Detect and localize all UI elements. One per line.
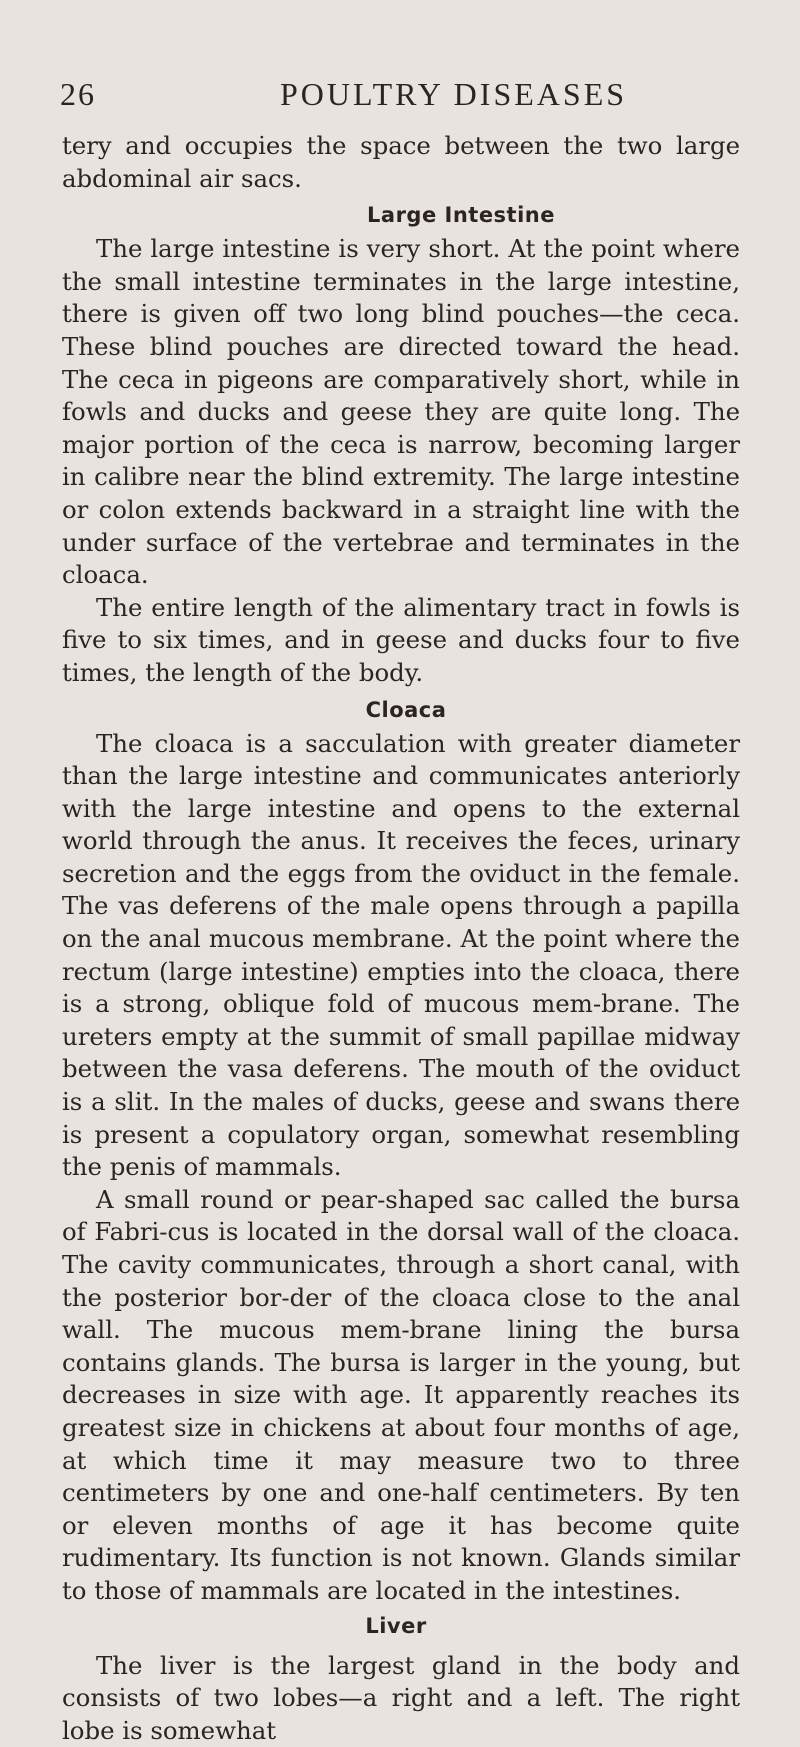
page-number: 26 [60, 76, 96, 112]
paragraph-large-intestine: The large intestine is very short. At the point where the small intestine terminates in the large intestine, there is given off two long blind pouches—the ceca. These blind pouches are directed toward the head. The ceca in pigeons are comparatively short, while in fowls and ducks and geese they are quite long. The major portion of the ceca is narrow, becoming larger in calibre near the blind extremity. The large intestine or colon extends backward in a straight line with the under surface of the vertebrae and terminates in the cloaca. [62, 234, 740, 590]
body-text [62, 130, 740, 1747]
heading-liver: Liver [365, 1613, 427, 1638]
paragraph-bursa: A small round or pear-shaped sac called the bursa of Fabri-cus is located in the dorsal wall of the cloaca. The cavity communicates, through a short canal, with the posterior bor-der of the cloaca close to the anal wall. The mucous mem-brane lining the bursa contains glands. The bursa is larger in the young, but decreases in size with age. It apparently reaches its greatest size in chickens at about four months of age, at which time it may measure two to three centimeters by one and one-half centimeters. By ten or eleven months of age it has become quite rudimentary. Its function is not known. Glands similar to those of mammals are located in the intestines. [62, 1184, 740, 1605]
paragraph-alimentary-length: The entire length of the alimentary tract in fowls is five to six times, and in geese and ducks four to five times, the length of the body. [62, 592, 740, 687]
running-title: POULTRY DISEASES [280, 76, 628, 112]
heading-large-intestine: Large Intestine [367, 203, 555, 228]
paragraph-cloaca: The cloaca is a sacculation with greater diameter than the large intestine and communicates anteriorly with the large intestine and opens to the external world through the anus. It receives the feces, urinary secretion and the eggs from the oviduct in the female. The vas deferens of the male opens through a papilla on the anal mucous membrane. At the point where the rectum (large intestine) empties into the cloaca, there is a strong, oblique fold of mucous mem-brane. The ureters empty at the summit of small papillae midway between the vasa deferens. The mouth of the oviduct is a slit. In the males of ducks, geese and swans there is present a copulatory organ, somewhat resembling the penis of mammals. [62, 728, 740, 1182]
paragraph-continued: tery and occupies the space between the two large abdominal air sacs. [62, 131, 740, 193]
heading-cloaca: Cloaca [365, 697, 447, 722]
paragraph-liver: The liver is the largest gland in the body and consists of two lobes—a right and a left. The right lobe is somewhat [62, 1650, 740, 1745]
running-head [60, 74, 740, 114]
